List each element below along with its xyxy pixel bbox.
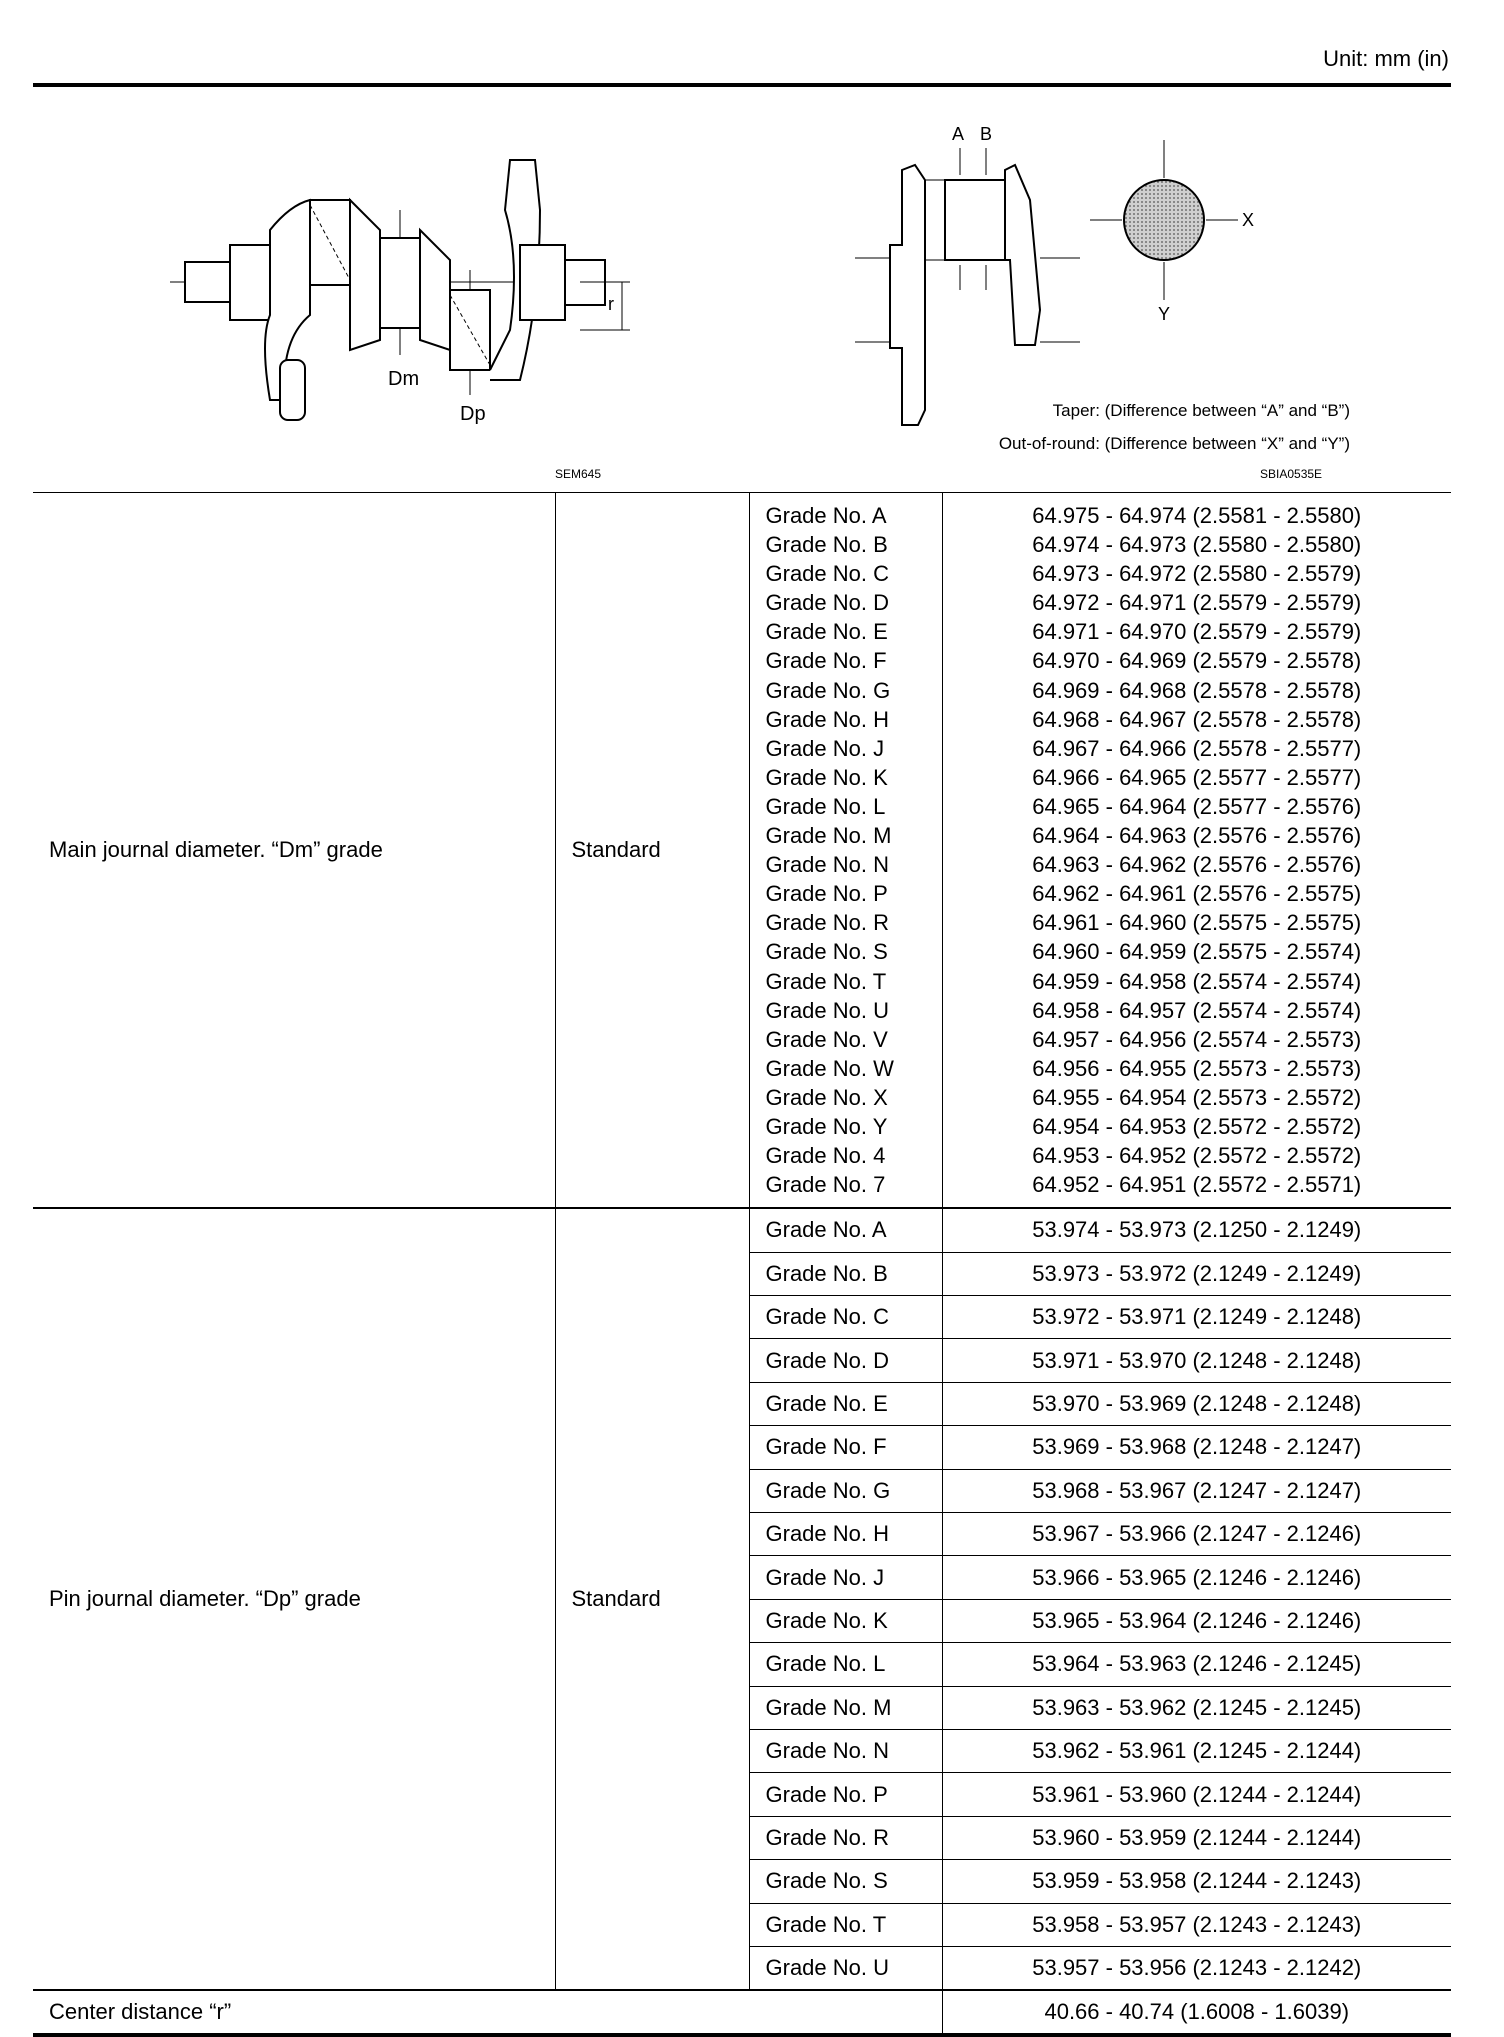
pin-grade-label: Grade No. L [749,1643,942,1686]
main-grade-value: 64.964 - 64.963 (2.5576 - 2.5576) [1032,823,1362,849]
main-grade-value: 64.960 - 64.959 (2.5575 - 2.5574) [1032,939,1362,965]
out-of-round-caption: Out-of-round: (Difference between “X” and “Y”) [998,434,1350,453]
center-distance-row [33,1990,1451,2035]
main-grade-value: 64.973 - 64.972 (2.5580 - 2.5579) [1032,561,1362,587]
main-journal-value-list [942,493,1451,1209]
pin-grade-value: 53.970 - 53.969 (2.1248 - 2.1248) [942,1382,1451,1425]
pin-grade-value: 53.960 - 53.959 (2.1244 - 2.1244) [942,1816,1451,1859]
figure-id-right: SBIA0535E [1260,467,1323,481]
main-grade-label: Grade No. A [765,503,887,528]
pin-grade-label: Grade No. B [749,1252,942,1295]
pin-journal-label: Pin journal diameter. “Dp” grade [33,1208,555,1990]
main-grade-value: 64.966 - 64.965 (2.5577 - 2.5577) [1032,764,1362,790]
main-grade-label: Grade No. D [765,590,889,616]
main-grade-label: Grade No. R [765,910,889,936]
pin-grade-value: 53.974 - 53.973 (2.1250 - 2.1249) [942,1208,1451,1252]
a-label: A [952,124,965,144]
main-grade-label: Grade No. M [765,823,892,849]
pin-grade-value: 53.968 - 53.967 (2.1247 - 2.1247) [942,1469,1451,1512]
pin-grade-value: 53.963 - 53.962 (2.1245 - 2.1245) [942,1686,1451,1729]
pin-grade-label: Grade No. E [749,1382,942,1425]
pin-grade-label: Grade No. D [749,1339,942,1382]
main-grade-label: Grade No. F [765,648,887,674]
main-grade-value: 64.968 - 64.967 (2.5578 - 2.5578) [1032,706,1362,732]
main-grade-label: Grade No. L [765,793,886,819]
pin-grade-label: Grade No. M [749,1686,942,1729]
unit-label: Unit: mm (in) [1323,46,1449,71]
pin-grade-value: 53.957 - 53.956 (2.1243 - 2.1242) [942,1946,1451,1990]
main-grade-label: Grade No. E [765,619,888,645]
pin-grade-value: 53.959 - 53.958 (2.1244 - 2.1243) [942,1860,1451,1903]
main-grade-label: Grade No. J [765,735,885,761]
main-grade-value: 64.956 - 64.955 (2.5573 - 2.5573) [1032,1055,1362,1081]
pin-grade-label: Grade No. F [749,1426,942,1469]
figure-id-left: SEM645 [555,467,602,481]
pin-grade-value: 53.967 - 53.966 (2.1247 - 2.1246) [942,1512,1451,1555]
main-grade-label: Grade No. P [765,881,888,907]
y-label: Y [1158,304,1171,324]
main-grade-value: 64.967 - 64.966 (2.5578 - 2.5577) [1032,735,1362,761]
main-grade-label: Grade No. 7 [765,1172,886,1198]
pin-grade-label: Grade No. C [749,1296,942,1339]
pin-grade-label: Grade No. A [749,1208,942,1252]
pin-grade-label: Grade No. G [749,1469,942,1512]
pin-grade-value: 53.972 - 53.971 (2.1249 - 2.1248) [942,1296,1451,1339]
main-grade-label: Grade No. C [765,561,889,587]
main-grade-label: Grade No. S [765,939,888,965]
x-label: X [1242,210,1255,230]
main-grade-value: 64.963 - 64.962 (2.5576 - 2.5576) [1032,852,1362,878]
main-grade-label: Grade No. K [765,764,888,790]
pin-journal-row [33,1208,1451,1252]
center-distance-value: 40.66 - 40.74 (1.6008 - 1.6039) [942,1990,1451,2035]
pin-grade-label: Grade No. H [749,1512,942,1555]
crankshaft-figure [160,150,640,450]
pin-grade-label: Grade No. R [749,1816,942,1859]
main-grade-value: 64.958 - 64.957 (2.5574 - 2.5574) [1032,997,1362,1023]
pin-grade-value: 53.961 - 53.960 (2.1244 - 2.1244) [942,1773,1451,1816]
main-grade-label: Grade No. Y [765,1113,888,1139]
main-grade-value: 64.972 - 64.971 (2.5579 - 2.5579) [1032,590,1362,616]
main-grade-label: Grade No. T [765,968,887,994]
top-rule [33,83,1451,87]
main-grade-value: 64.974 - 64.973 (2.5580 - 2.5580) [1032,532,1362,558]
main-grade-value: 64.971 - 64.970 (2.5579 - 2.5579) [1032,619,1362,645]
b-label: B [980,124,993,144]
pin-grade-label: Grade No. N [749,1729,942,1772]
main-grade-value: 64.970 - 64.969 (2.5579 - 2.5578) [1032,648,1362,674]
main-grade-value: 64.953 - 64.952 (2.5572 - 2.5572) [1032,1143,1362,1169]
main-grade-value: 64.952 - 64.951 (2.5572 - 2.5571) [1032,1172,1362,1198]
pin-grade-label: Grade No. K [749,1599,942,1642]
pin-grade-label: Grade No. U [749,1946,942,1990]
pin-grade-value: 53.969 - 53.968 (2.1248 - 2.1247) [942,1426,1451,1469]
main-grade-value: 64.969 - 64.968 (2.5578 - 2.5578) [1032,677,1362,703]
pin-grade-value: 53.962 - 53.961 (2.1245 - 2.1244) [942,1729,1451,1772]
main-grade-value: 64.965 - 64.964 (2.5577 - 2.5576) [1032,793,1362,819]
pin-grade-label: Grade No. T [749,1903,942,1946]
pin-grade-label: Grade No. P [749,1773,942,1816]
main-journal-grade-list [749,493,942,1209]
pin-grade-value: 53.965 - 53.964 (2.1246 - 2.1246) [942,1599,1451,1642]
main-grade-label: Grade No. U [765,997,889,1023]
pin-grade-value: 53.964 - 53.963 (2.1246 - 2.1245) [942,1643,1451,1686]
pin-grade-label: Grade No. S [749,1860,942,1903]
main-grade-label: Grade No. H [765,706,889,732]
main-grade-label: Grade No. X [765,1084,888,1110]
main-grade-value: 64.975 - 64.974 (2.5581 - 2.5580) [1032,503,1362,528]
main-grade-value: 64.955 - 64.954 (2.5573 - 2.5572) [1032,1084,1362,1110]
main-journal-section [33,493,1451,1209]
main-grade-value: 64.954 - 64.953 (2.5572 - 2.5572) [1032,1113,1362,1139]
dm-label: Dm [388,368,420,390]
main-grade-label: Grade No. V [765,1026,888,1052]
taper-caption: Taper: (Difference between “A” and “B”) [1052,401,1350,420]
journal-measurement-figure [840,120,1340,440]
main-grade-label: Grade No. N [765,852,889,878]
pin-grade-value: 53.966 - 53.965 (2.1246 - 2.1246) [942,1556,1451,1599]
main-grade-value: 64.962 - 64.961 (2.5576 - 2.5575) [1032,881,1362,907]
spec-table [33,492,1451,2037]
main-grade-value: 64.957 - 64.956 (2.5574 - 2.5573) [1032,1026,1362,1052]
main-grade-label: Grade No. G [765,677,891,703]
main-grade-label: Grade No. B [765,532,888,558]
main-grade-value: 64.961 - 64.960 (2.5575 - 2.5575) [1032,910,1362,936]
main-grade-label: Grade No. 4 [765,1143,886,1169]
pin-grade-value: 53.958 - 53.957 (2.1243 - 2.1243) [942,1903,1451,1946]
pin-grade-label: Grade No. J [749,1556,942,1599]
main-grade-label: Grade No. W [765,1055,894,1081]
main-journal-label: Main journal diameter. “Dm” grade [33,493,555,1209]
main-journal-condition: Standard [555,493,749,1209]
pin-grade-value: 53.971 - 53.970 (2.1248 - 2.1248) [942,1339,1451,1382]
main-grade-value: 64.959 - 64.958 (2.5574 - 2.5574) [1032,968,1362,994]
dp-label: Dp [460,403,486,425]
pin-journal-condition: Standard [555,1208,749,1990]
center-distance-label: Center distance “r” [33,1990,942,2035]
pin-grade-value: 53.973 - 53.972 (2.1249 - 2.1249) [942,1252,1451,1295]
r-label: r [608,294,614,314]
